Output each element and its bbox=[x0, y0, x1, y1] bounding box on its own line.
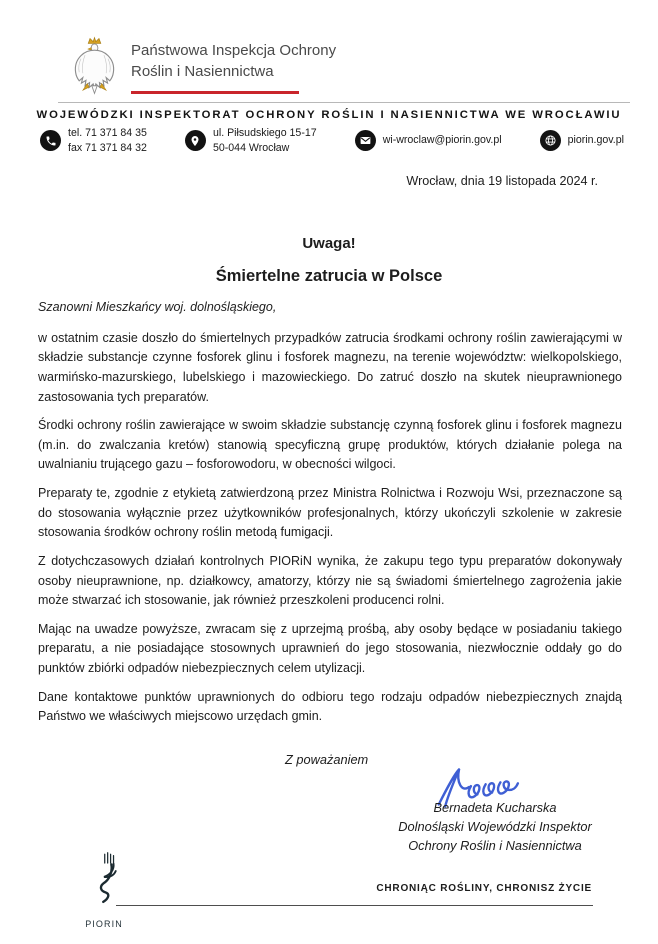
email-envelope-icon bbox=[355, 130, 376, 151]
paragraph-4: Z dotychczasowych działań kontrolnych PIORiN wynika, że zakupu tego typu preparatów dokonywały osoby nieuprawnione, np. działkowcy, amatorzy, którzy nie są świadomi śmiertelnego zagrożenia jakie może stwarzać ich stosowanie, jak również przeszkoleni producenci rolni. bbox=[38, 553, 622, 608]
piorin-label: PIORIN bbox=[85, 919, 123, 929]
website-text: piorin.gov.pl bbox=[567, 134, 624, 147]
phone-line1: tel. 71 371 84 35 bbox=[68, 127, 147, 139]
address-line1: ul. Piłsudskiego 15-17 bbox=[212, 127, 317, 139]
contact-website bbox=[540, 130, 624, 151]
paragraph-3: Preparaty te, zgodnie z etykietą zatwierdzoną przez Ministra Rolnictwa i Rozwoju Wsi, przeznaczone są do stosowania wyłącznie przez użytkowników profesjonalnych, którzy ukończyli szkolenie w zakresie stosowania środków ochrony roślin metodą fumigacji. bbox=[38, 486, 622, 540]
paragraph-1: w ostatnim czasie doszło do śmiertelnych przypadków zatrucia środkami ochrony roślin zawierającymi w składzie substancje czynne fosforek glinu i fosforek magnezu, na terenie województw: wielkopolskiego, warmińsko-mazurskiego, lubelskiego i mazowieckiego. Do zatruć doszło na skutek nieuprawnionego zastosowania tych preparatów. bbox=[38, 330, 622, 404]
letter-body bbox=[38, 298, 622, 736]
globe-icon bbox=[540, 130, 561, 151]
org-name-line1: Państwowa Inspekcja Ochrony bbox=[131, 42, 337, 59]
contact-email bbox=[355, 130, 502, 151]
paragraph-6: Dane kontaktowe punktów uprawnionych do odbioru tego rodzaju odpadów niebezpiecznych znajdą Państwo we właściwych miejscowo urzędach gmin. bbox=[38, 689, 622, 724]
paragraph-2: Środki ochrony roślin zawierające w swoim składzie substancję czynną fosforek glinu i fosforek magnezu (m.in. do zwalczania kretów) stanowią specyficzną grupę produktów, których działanie polega na uwalnianiu trującego gazu – fosforowodoru, w obecności wilgoci. bbox=[38, 418, 622, 472]
address-line2: 50-044 Wrocław bbox=[212, 141, 290, 154]
closing-phrase: Z poważaniem bbox=[285, 752, 369, 767]
letterhead bbox=[72, 36, 336, 95]
salutation: Szanowni Mieszkańcy woj. dolnośląskiego, bbox=[38, 300, 277, 314]
email-text: wi-wroclaw@piorin.gov.pl bbox=[382, 134, 502, 147]
org-name-line2: Roślin i Nasiennictwa bbox=[131, 62, 274, 80]
polish-eagle-emblem-icon bbox=[72, 36, 117, 95]
red-accent-rule bbox=[131, 91, 299, 94]
paragraph-5: Mając na uwadze powyższe, zwracam się z uprzejmą prośbą, aby osoby będące w posiadaniu takiego preparatu, a nie posiadające stosownych uprawnień do jego stosowania, niezwłocznie oddały go do punktów zbiórki odpadów niebezpiecznych celem utylizacji. bbox=[38, 621, 622, 675]
contact-bar bbox=[40, 126, 624, 156]
dateline: Wrocław, dnia 19 listopada 2024 r. bbox=[406, 174, 598, 188]
office-title: WOJEWÓDZKI INSPEKTORAT OCHRONY ROŚLIN I NASIENNICTWA WE WROCŁAWIU bbox=[36, 109, 622, 121]
phone-icon bbox=[40, 130, 61, 151]
signer-title-line1: Dolnośląski Wojewódzki Inspektor bbox=[398, 818, 592, 834]
letter-title-main: Śmiertelne zatrucia w Polsce bbox=[215, 267, 443, 285]
header-divider bbox=[58, 102, 630, 103]
address-text bbox=[213, 126, 317, 156]
contact-phone bbox=[40, 126, 147, 156]
footer-divider bbox=[116, 905, 593, 906]
piorin-logo bbox=[82, 852, 126, 929]
footer-motto: CHRONIĄC ROŚLINY, CHRONISZ ŻYCIE bbox=[376, 883, 592, 894]
phone-text bbox=[68, 126, 147, 156]
location-pin-icon bbox=[185, 130, 206, 151]
signer-name: Bernadeta Kucharska bbox=[433, 800, 557, 815]
fax-line: fax 71 371 84 32 bbox=[68, 141, 147, 154]
organization-name bbox=[131, 36, 336, 94]
signer-title-line2: Ochrony Roślin i Nasiennictwa bbox=[408, 837, 582, 853]
signature-block bbox=[340, 799, 650, 855]
contact-address bbox=[185, 126, 317, 156]
letter-title-attention: Uwaga! bbox=[302, 235, 356, 252]
wheat-ear-icon bbox=[89, 852, 119, 918]
